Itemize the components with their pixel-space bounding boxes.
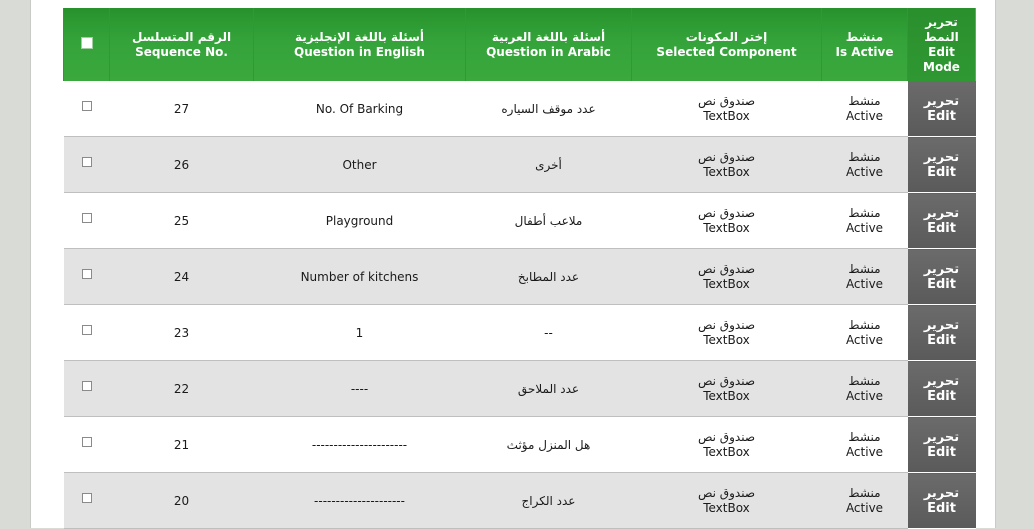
question-english-cell: No. Of Barking	[254, 81, 466, 137]
active-label-en: Active	[845, 164, 884, 179]
component-label-ar: صندوق نص	[697, 317, 756, 332]
edit-label-ar: تحرير	[923, 317, 960, 333]
active-cell	[822, 473, 908, 529]
question-arabic-cell: عدد موقف السياره	[466, 81, 632, 137]
row-checkbox[interactable]	[82, 213, 92, 223]
active-cell	[822, 305, 908, 361]
component-label-en: TextBox	[703, 444, 750, 459]
edit-button[interactable]	[908, 193, 976, 249]
component-label-ar: صندوق نص	[697, 205, 756, 220]
grid-body	[64, 81, 976, 529]
active-label-ar: منشط	[848, 429, 881, 444]
component-cell	[632, 361, 822, 417]
active-label-en: Active	[845, 332, 884, 347]
question-arabic-cell: هل المنزل مؤثث	[466, 417, 632, 473]
table-row	[64, 417, 976, 473]
question-arabic-cell: ملاعب أطفال	[466, 193, 632, 249]
question-arabic-header[interactable]: أسئلة باللغة العربية Question in Arabic	[466, 8, 632, 81]
edit-label-en: Edit	[927, 444, 956, 460]
question-arabic-cell: أخرى	[466, 137, 632, 193]
table-row	[64, 249, 976, 305]
active-label-ar: منشط	[848, 149, 881, 164]
component-cell	[632, 473, 822, 529]
sequence-cell: 26	[110, 137, 254, 193]
edit-label-ar: تحرير	[923, 485, 960, 501]
edit-button[interactable]	[908, 473, 976, 529]
table-row	[64, 305, 976, 361]
question-english-cell: Playground	[254, 193, 466, 249]
row-select-cell	[64, 81, 110, 137]
row-checkbox[interactable]	[82, 157, 92, 167]
edit-label-en: Edit	[927, 500, 956, 516]
questions-grid	[63, 8, 976, 529]
question-arabic-cell: عدد المطابخ	[466, 249, 632, 305]
sequence-header[interactable]: الرقم المتسلسل Sequence No.	[110, 8, 254, 81]
edit-label-ar: تحرير	[923, 373, 960, 389]
active-label-en: Active	[845, 388, 884, 403]
row-checkbox[interactable]	[82, 269, 92, 279]
table-row	[64, 361, 976, 417]
table-row	[64, 473, 976, 529]
active-label-ar: منشط	[848, 93, 881, 108]
question-english-cell: 1	[254, 305, 466, 361]
is-active-header[interactable]: منشط Is Active	[822, 8, 908, 81]
row-checkbox[interactable]	[82, 381, 92, 391]
question-arabic-cell: عدد الكراج	[466, 473, 632, 529]
page-container	[30, 0, 996, 528]
component-cell	[632, 81, 822, 137]
component-label-en: TextBox	[703, 276, 750, 291]
component-cell	[632, 249, 822, 305]
active-cell	[822, 361, 908, 417]
question-english-cell: ----	[254, 361, 466, 417]
table-row	[64, 81, 976, 137]
edit-button[interactable]	[908, 305, 976, 361]
component-label-ar: صندوق نص	[697, 93, 756, 108]
edit-mode-header: تحرير النمط Edit Mode	[908, 8, 976, 81]
edit-label-ar: تحرير	[923, 261, 960, 277]
question-english-header[interactable]: أسئلة باللغة الإنجليزية Question in English	[254, 8, 466, 81]
row-select-cell	[64, 193, 110, 249]
edit-label-en: Edit	[927, 388, 956, 404]
sequence-cell: 27	[110, 81, 254, 137]
edit-label-en: Edit	[927, 164, 956, 180]
active-cell	[822, 137, 908, 193]
question-arabic-cell: --	[466, 305, 632, 361]
edit-label-en: Edit	[927, 108, 956, 124]
row-checkbox[interactable]	[82, 325, 92, 335]
question-arabic-cell: عدد الملاحق	[466, 361, 632, 417]
question-english-cell: Number of kitchens	[254, 249, 466, 305]
edit-label-ar: تحرير	[923, 149, 960, 165]
sequence-cell: 21	[110, 417, 254, 473]
row-checkbox[interactable]	[82, 437, 92, 447]
select-all-header	[64, 8, 110, 81]
edit-button[interactable]	[908, 417, 976, 473]
row-select-cell	[64, 473, 110, 529]
component-label-ar: صندوق نص	[697, 373, 756, 388]
active-label-en: Active	[845, 108, 884, 123]
edit-button[interactable]	[908, 249, 976, 305]
sequence-cell: 25	[110, 193, 254, 249]
row-select-cell	[64, 361, 110, 417]
active-label-ar: منشط	[848, 205, 881, 220]
active-label-ar: منشط	[848, 317, 881, 332]
active-cell	[822, 81, 908, 137]
active-label-ar: منشط	[848, 485, 881, 500]
component-label-ar: صندوق نص	[697, 149, 756, 164]
sequence-cell: 20	[110, 473, 254, 529]
component-cell	[632, 193, 822, 249]
active-label-en: Active	[845, 220, 884, 235]
table-row	[64, 137, 976, 193]
edit-button[interactable]	[908, 81, 976, 137]
row-select-cell	[64, 305, 110, 361]
component-label-ar: صندوق نص	[697, 261, 756, 276]
active-cell	[822, 249, 908, 305]
edit-label-en: Edit	[927, 276, 956, 292]
question-english-cell: ---------------------	[254, 473, 466, 529]
edit-label-en: Edit	[927, 332, 956, 348]
component-label-en: TextBox	[703, 500, 750, 515]
sequence-cell: 23	[110, 305, 254, 361]
edit-button[interactable]	[908, 361, 976, 417]
component-label-ar: صندوق نص	[697, 429, 756, 444]
active-cell	[822, 417, 908, 473]
component-cell	[632, 137, 822, 193]
component-label-ar: صندوق نص	[697, 485, 756, 500]
component-header[interactable]: إختر المكونات Selected Component	[632, 8, 822, 81]
table-row	[64, 193, 976, 249]
grid-header-row	[64, 8, 976, 81]
row-select-cell	[64, 137, 110, 193]
component-cell	[632, 305, 822, 361]
select-all-checkbox[interactable]	[81, 37, 93, 49]
row-select-cell	[64, 417, 110, 473]
active-cell	[822, 193, 908, 249]
component-label-en: TextBox	[703, 388, 750, 403]
question-english-cell: Other	[254, 137, 466, 193]
sequence-cell: 24	[110, 249, 254, 305]
edit-button[interactable]	[908, 137, 976, 193]
sequence-cell: 22	[110, 361, 254, 417]
row-checkbox[interactable]	[82, 101, 92, 111]
active-label-en: Active	[845, 500, 884, 515]
active-label-ar: منشط	[848, 261, 881, 276]
row-checkbox[interactable]	[82, 493, 92, 503]
component-cell	[632, 417, 822, 473]
edit-label-en: Edit	[927, 220, 956, 236]
active-label-en: Active	[845, 276, 884, 291]
active-label-ar: منشط	[848, 373, 881, 388]
component-label-en: TextBox	[703, 220, 750, 235]
component-label-en: TextBox	[703, 108, 750, 123]
edit-label-ar: تحرير	[923, 205, 960, 221]
component-label-en: TextBox	[703, 332, 750, 347]
edit-label-ar: تحرير	[923, 93, 960, 109]
row-select-cell	[64, 249, 110, 305]
active-label-en: Active	[845, 444, 884, 459]
edit-label-ar: تحرير	[923, 429, 960, 445]
question-english-cell: ----------------------	[254, 417, 466, 473]
component-label-en: TextBox	[703, 164, 750, 179]
